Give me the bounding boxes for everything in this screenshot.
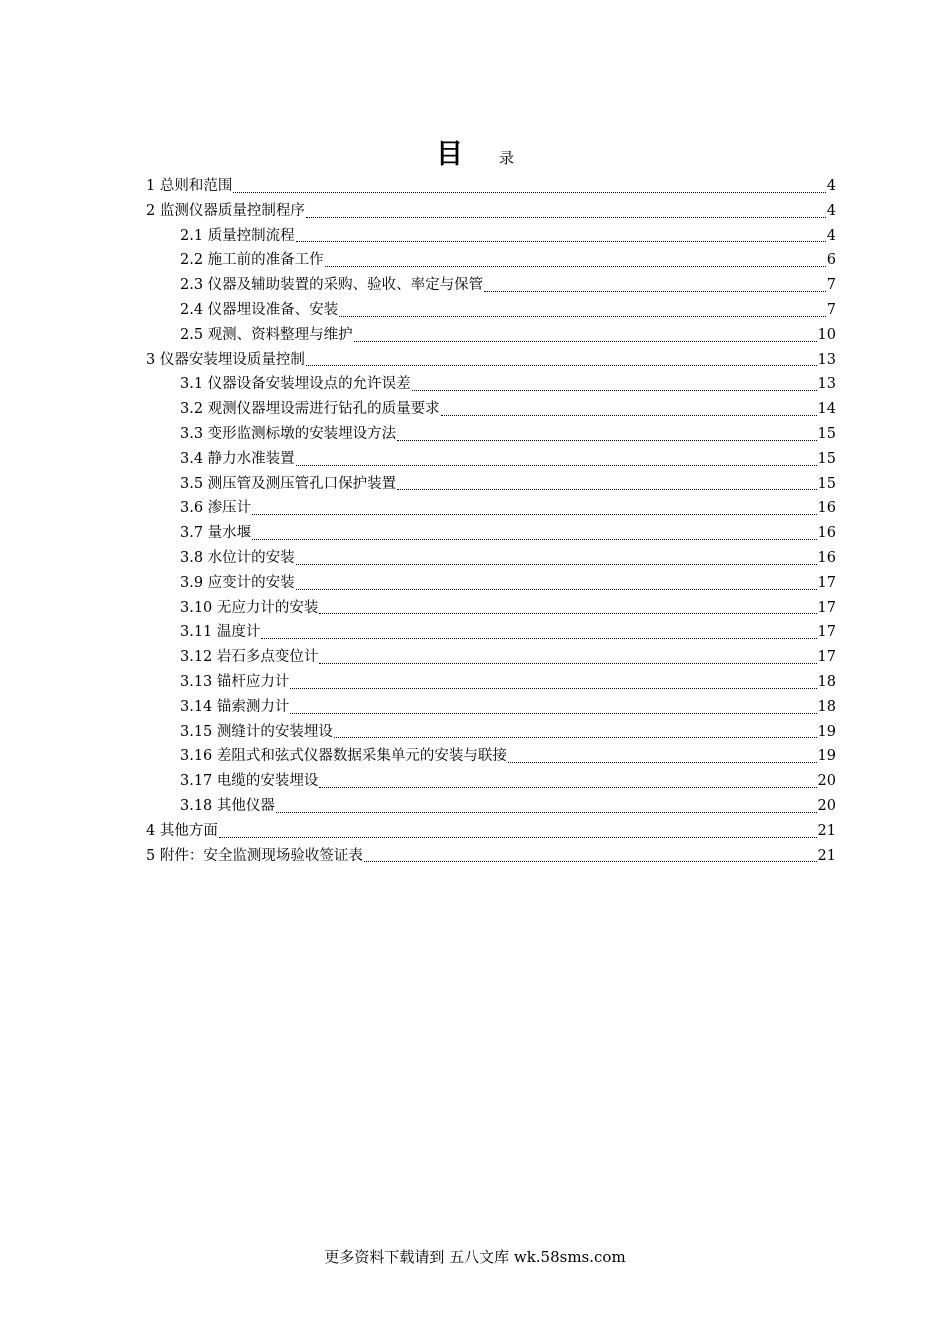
toc-entry[interactable] [146,670,836,695]
toc-dot-leader [412,390,817,391]
toc-dot-leader [319,663,816,664]
toc-entry-page-number: 16 [817,500,836,517]
toc-entry-label: 3.14 锚索测力计 [180,698,290,715]
toc-entry[interactable] [146,620,836,645]
toc-entry-page-number: 20 [817,773,836,790]
toc-entry[interactable] [146,546,836,571]
toc-entry-label: 2.5 观测、资料整理与维护 [180,326,353,343]
toc-dot-leader [397,440,816,441]
toc-dot-leader [252,514,816,515]
toc-entry[interactable] [146,819,836,844]
toc-entry[interactable] [146,596,836,621]
toc-entry[interactable] [146,248,836,273]
toc-entry[interactable] [146,447,836,472]
toc-dot-leader [233,192,825,193]
toc-entry-page-number: 21 [817,847,836,864]
toc-entry-label: 3.17 电缆的安装埋设 [180,773,319,790]
toc-entry-label: 3.6 渗压计 [180,500,252,517]
toc-entry-page-number: 18 [817,673,836,690]
toc-dot-leader [252,539,816,540]
toc-entry-label: 3.4 静力水准装置 [180,450,295,467]
toc-entry[interactable] [146,769,836,794]
toc-dot-leader [296,465,817,466]
toc-entry-label: 3.15 测缝计的安装埋设 [180,723,333,740]
toc-entry[interactable] [146,571,836,596]
toc-entry-page-number: 7 [826,277,836,294]
toc-entry-page-number: 15 [817,425,836,442]
toc-entry-label: 3.1 仪器设备安装埋设点的允许误差 [180,376,411,393]
toc-dot-leader [296,564,817,565]
toc-dot-leader [319,613,816,614]
toc-entry-page-number: 13 [817,351,836,368]
toc-dot-leader [325,266,826,267]
toc-entry-page-number: 17 [817,649,836,666]
toc-entry[interactable] [146,794,836,819]
toc-title [0,132,950,171]
toc-entry[interactable] [146,323,836,348]
toc-dot-leader [319,787,816,788]
toc-entry[interactable] [146,348,836,373]
toc-entry[interactable] [146,645,836,670]
toc-entry[interactable] [146,422,836,447]
toc-entry-label: 3.9 应变计的安装 [180,574,295,591]
toc-entry-label: 3.7 量水堰 [180,525,252,542]
toc-entry[interactable] [146,695,836,720]
toc-dot-leader [219,837,817,838]
toc-entry[interactable] [146,298,836,323]
toc-title-main: 目 [435,139,463,170]
toc-dot-leader [290,713,816,714]
toc-entry-page-number: 15 [817,475,836,492]
toc-dot-leader [306,365,817,366]
footer-text: 更多资料下载请到 五八文库 wk.58sms.com [324,1248,626,1266]
toc-entry[interactable] [146,174,836,199]
toc-entry[interactable] [146,224,836,249]
toc-dot-leader [276,812,817,813]
toc-title-secondary: 录 [498,149,514,167]
toc-entry-page-number: 6 [826,252,836,269]
toc-dot-leader [334,737,817,738]
toc-entry-page-number: 4 [826,178,836,194]
toc-entry-label: 2.3 仪器及辅助装置的采购、验收、率定与保管 [180,277,484,294]
table-of-contents [146,174,836,868]
toc-entry[interactable] [146,372,836,397]
toc-entry-label: 2.1 质量控制流程 [180,227,295,244]
toc-entry-page-number: 15 [817,450,836,467]
toc-entry-page-number: 21 [817,822,836,839]
toc-entry-label: 3.2 观测仪器埋设需进行钻孔的质量要求 [180,401,440,418]
toc-entry-label: 3 仪器安装埋设质量控制 [146,351,305,368]
toc-entry-page-number: 20 [817,797,836,814]
toc-entry[interactable] [146,472,836,497]
toc-entry-page-number: 17 [817,574,836,591]
toc-entry[interactable] [146,844,836,869]
toc-entry[interactable] [146,397,836,422]
toc-entry[interactable] [146,199,836,224]
toc-entry-label: 3.13 锚杆应力计 [180,673,290,690]
toc-entry[interactable] [146,744,836,769]
toc-entry-page-number: 4 [826,227,836,244]
toc-entry-page-number: 19 [817,748,836,765]
toc-entry-label: 3.12 岩石多点变位计 [180,649,319,666]
toc-dot-leader [354,341,817,342]
toc-dot-leader [290,688,816,689]
toc-dot-leader [397,489,816,490]
toc-entry[interactable] [146,720,836,745]
toc-entry-page-number: 4 [826,202,836,219]
toc-entry-label: 2.4 仪器埋设准备、安装 [180,301,339,318]
toc-entry-label: 3.10 无应力计的安装 [180,599,319,616]
toc-entry-page-number: 17 [817,599,836,616]
toc-entry-label: 1 总则和范围 [146,178,233,194]
toc-entry-label: 4 其他方面 [146,822,218,839]
toc-entry-page-number: 10 [817,326,836,343]
toc-dot-leader [296,589,817,590]
toc-entry-page-number: 18 [817,698,836,715]
toc-dot-leader [484,291,826,292]
toc-entry-label: 3.16 差阻式和弦式仪器数据采集单元的安装与联接 [180,748,507,765]
toc-entry[interactable] [146,521,836,546]
toc-entry-label: 2 监测仪器质量控制程序 [146,202,305,219]
toc-entry-page-number: 14 [817,401,836,418]
toc-entry-label: 3.11 温度计 [180,624,261,641]
toc-dot-leader [441,415,817,416]
toc-entry[interactable] [146,496,836,521]
toc-dot-leader [296,241,826,242]
toc-dot-leader [508,762,817,763]
toc-entry[interactable] [146,273,836,298]
toc-entry-page-number: 16 [817,525,836,542]
toc-entry-page-number: 19 [817,723,836,740]
toc-entry-page-number: 7 [826,301,836,318]
toc-entry-page-number: 13 [817,376,836,393]
toc-entry-page-number: 16 [817,549,836,566]
toc-dot-leader [261,638,816,639]
toc-dot-leader [364,861,817,862]
toc-entry-label: 3.5 测压管及测压管孔口保护装置 [180,475,397,492]
toc-entry-label: 3.3 变形监测标墩的安装埋设方法 [180,425,397,442]
toc-entry-page-number: 17 [817,624,836,641]
toc-dot-leader [339,316,826,317]
toc-entry-label: 2.2 施工前的准备工作 [180,252,324,269]
toc-dot-leader [306,217,826,218]
toc-entry-label: 3.18 其他仪器 [180,797,275,814]
toc-entry-label: 5 附件：安全监测现场验收签证表 [146,847,363,864]
toc-entry-label: 3.8 水位计的安装 [180,549,295,566]
